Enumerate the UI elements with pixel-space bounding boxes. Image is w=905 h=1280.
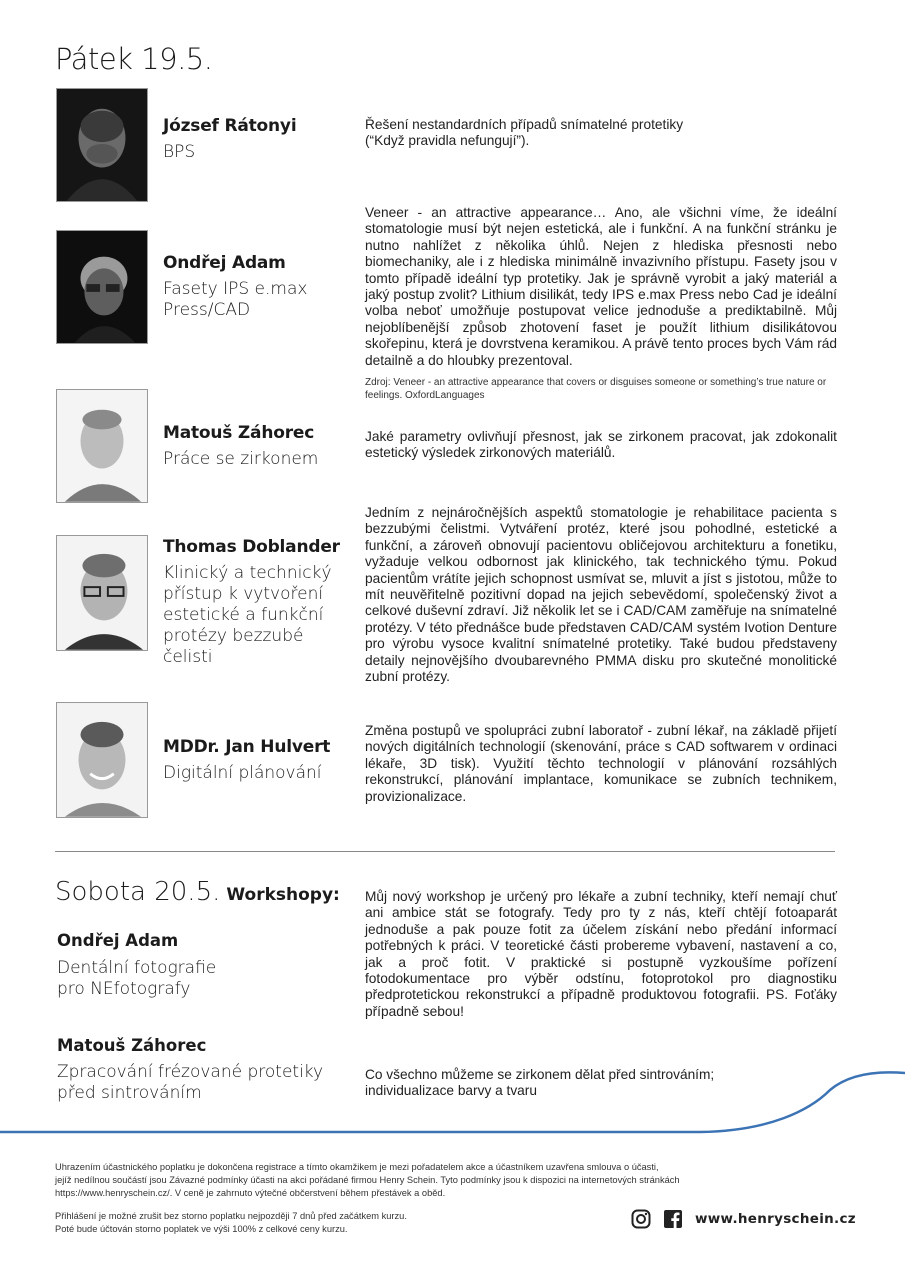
speaker-adam xyxy=(163,253,355,321)
saturday-title xyxy=(55,877,340,907)
topic-line: Fasety IPS e.max xyxy=(163,279,308,299)
speaker-doblander xyxy=(163,537,355,668)
topic-line: BPS xyxy=(163,142,196,162)
instagram-icon[interactable] xyxy=(631,1209,651,1229)
speaker-description xyxy=(365,205,837,402)
speaker-name: Thomas Doblander xyxy=(163,537,340,557)
speaker-photo-adam xyxy=(56,230,148,344)
workshop-topic xyxy=(57,958,357,1000)
desc-paragraph: Změna postupů ve spolupráci zubní laboratoř - zubní lékař, na základě přijetí nových digitálních technologií (skenování, práce s CAD softwarem v ordinaci lékaře, 3D tisk). Využití těchto technologií v plánování rozsáhlých rekonstrukcí, plánování implantace, komunikace se zubních technikem, provizionalizace. xyxy=(365,723,837,804)
footer-links xyxy=(631,1209,856,1229)
friday-title: Pátek 19.5. xyxy=(55,42,213,76)
workshop-speaker-name: Matouš Záhorec xyxy=(57,1036,207,1055)
speaker-topic xyxy=(163,142,355,163)
saturday-date: Sobota 20.5. xyxy=(55,877,221,907)
source-note: Zdroj: Veneer - an attractive appearance that covers or disguises someone or something’s true nature or feelings. OxfordLanguages xyxy=(365,377,827,401)
website-link[interactable]: www.henryschein.cz xyxy=(695,1211,856,1227)
desc-line: (“Když pravidla nefungují”). xyxy=(365,133,530,149)
desc-line: Co všechno můžeme se zirkonem dělat před sintrováním; xyxy=(365,1067,715,1082)
footer-line: jejíž nedílnou součástí jsou Závazné podmínky účasti na akci pořádané firmou Henry Schein. Tyto podmínky jsou k dispozici na internetových stránkách xyxy=(55,1175,680,1185)
speaker-rationyi xyxy=(163,116,355,163)
footer-line: Přihlášení je možné zrušit bez storno poplatku nejpozději 7 dnů před začátkem kurzu. xyxy=(55,1211,407,1221)
topic-line: čelisti xyxy=(163,647,213,667)
speaker-photo-zahorec xyxy=(56,389,148,503)
speaker-name: József Rátonyi xyxy=(163,116,297,136)
topic-line: Klinický a technický xyxy=(163,563,332,583)
speaker-photo-doblander xyxy=(56,535,148,651)
speaker-description xyxy=(365,117,837,150)
topic-line: přístup k vytvoření xyxy=(163,584,324,604)
desc-paragraph: Jaké parametry ovlivňují přesnost, jak se zirkonem pracovat, jak zdokonalit estetický výsledek zirkonových materiálů. xyxy=(365,429,837,461)
footer-terms xyxy=(55,1161,775,1200)
section-divider xyxy=(55,851,835,852)
workshop-speaker-name: Ondřej Adam xyxy=(57,931,179,950)
speaker-topic xyxy=(163,279,355,321)
topic-line: estetické a funkční xyxy=(163,605,324,625)
desc-paragraph: Veneer - an attractive appearance… Ano, ale všichni víme, že ideální stomatologie musí být nejen estetická, ale i funkční. A na funkční stránku je nutno nahlížet z několika úhlů. Nejen z hlediska přesnosti nebo biomechaniky, ale i z hlediska minimálně invazivního přístupu. Fasety jsou v tomto případě ideální typ protetiky. Jak je správně vyrobit a jaký materiál a jaký postup zvolit? Lithium disilikát, tedy IPS e.max Press nebo Cad je ideální volba neboť umožňuje postupovat velice jednoduše a prediktabilně. Můj nejoblíbenější způsob zhotovení faset je použít lithium disilikátovou skořepinu, která je dovrstvena keramikou. A právě tento proces bych Vám rád detailně a do hloubky prezentoval. xyxy=(365,205,837,368)
speaker-photo-hulvert xyxy=(56,702,148,818)
topic-line: Zpracování frézované protetiky xyxy=(57,1062,324,1082)
workshops-label: Workshopy: xyxy=(226,885,340,905)
speaker-hulvert xyxy=(163,737,355,784)
topic-line: Press/CAD xyxy=(163,300,251,320)
speaker-description xyxy=(365,723,837,805)
speaker-topic xyxy=(163,449,355,470)
speaker-name: Matouš Záhorec xyxy=(163,423,315,443)
workshop-description xyxy=(365,889,837,1020)
desc-paragraph: Můj nový workshop je určený pro lékaře a zubní techniky, kteří nemají chuť ani ambice stát se fotografy. Tedy pro ty z nás, kteří chtějí fotoaparát jednoduše a pak pouze fotit za účelem získání nebo předání informací potřebných k práci. V teoretické části probereme vybavení, nastavení a co, jak a proč fotit. V praktické si postupně vyzkoušíme pořízení fotodokumentace pro výběr odstínu, fotoprotokol pro diagnostiku předprotetickou rekonstrukcí a případně produktovou fotografii. PS. Foťáky případně sebou! xyxy=(365,889,837,1019)
speaker-description xyxy=(365,505,837,685)
speaker-name: Ondřej Adam xyxy=(163,253,286,273)
facebook-icon[interactable] xyxy=(663,1209,683,1229)
desc-line: Řešení nestandardních případů snímatelné protetiky xyxy=(365,117,684,132)
topic-line: Práce se zirkonem xyxy=(163,449,319,469)
speaker-topic xyxy=(163,563,355,668)
topic-line: před sintrováním xyxy=(57,1083,202,1103)
footer-line: Uhrazením účastnického poplatku je dokončena registrace a tímto okamžikem je mezi pořadatelem akce a účastníkem uzavřena smlouva o účasti, xyxy=(55,1162,659,1172)
speaker-zahorec xyxy=(163,423,355,470)
topic-line: Digitální plánování xyxy=(163,763,322,783)
topic-line: protézy bezzubé xyxy=(163,626,304,646)
topic-line: Dentální fotografie xyxy=(57,958,217,978)
speaker-description xyxy=(365,429,837,462)
footer-line: Poté bude účtován storno poplatek ve výši 100% z celkové ceny kurzu. xyxy=(55,1224,348,1234)
decorative-wave xyxy=(0,1065,905,1140)
speaker-name: MDDr. Jan Hulvert xyxy=(163,737,331,757)
speaker-photo-rationyi xyxy=(56,88,148,202)
speaker-topic xyxy=(163,763,355,784)
desc-paragraph: Jedním z nejnáročnějších aspektů stomatologie je rehabilitace pacienta s bezzubými čelistmi. Vytváření protéz, které jsou pohodlné, estetické a funkční, a zároveň obnovují pacientovu obličejovou architekturu a fonetiku, vyžaduje velkou odbornost jak klinického, tak technického týmu. Pokud pacientům vrátíte jejich schopnost usmívat se, mluvit a jíst s jistotou, může to mít neuvěřitelně pozitivní dopad na jejich sebevědomí, společenský život a celkové duševní zdraví. Již několik let se i CAD/CAM zaměřuje na snímatelné protézy. V této přednášce bude představen CAD/CAM systém Ivotion Denture pro výrobu vysoce kvalitní snímatelné protetiky. Také budou představeny detaily nejnovějšího dvoubarevného PMMA disku pro skutečné monolitické zubní protézy. xyxy=(365,505,837,685)
footer-line: https://www.henryschein.cz/. V ceně je zahrnuto výtečné občerstvení během přestávek a oběd. xyxy=(55,1188,446,1198)
desc-line: individualizace barvy a tvaru xyxy=(365,1083,537,1099)
topic-line: pro NEfotografy xyxy=(57,979,191,999)
